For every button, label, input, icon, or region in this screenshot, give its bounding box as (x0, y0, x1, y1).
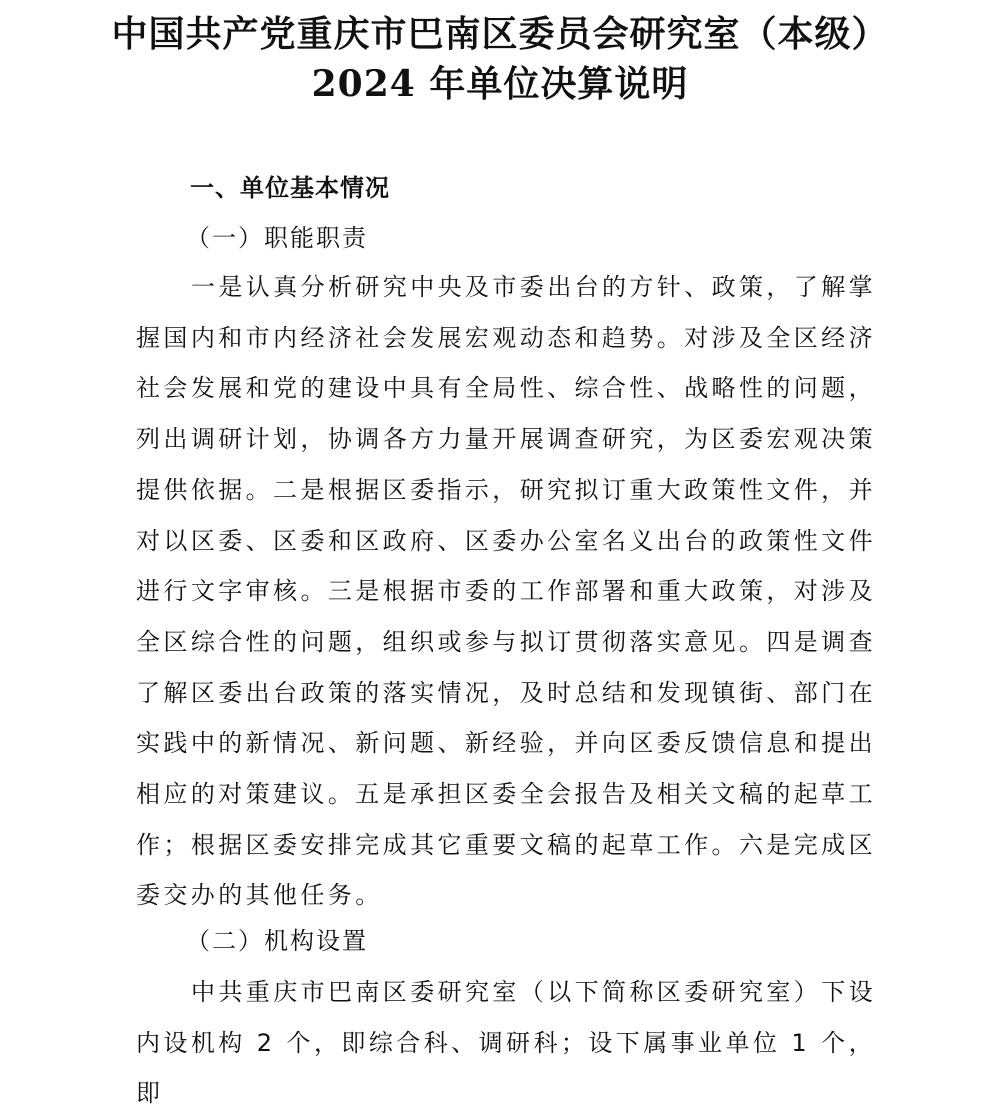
document-title-line-1: 中国共产党重庆市巴南区委员会研究室（本级） (111, 13, 889, 55)
subheading-organization: （二）机构设置 (186, 927, 368, 955)
subheading-functions: （一）职能职责 (186, 224, 368, 252)
section-heading-basic-info: 一、单位基本情况 (190, 174, 390, 202)
document-title-line-2: 2024 年单位决算说明 (311, 63, 689, 105)
paragraph-functions: 一是认真分析研究中央及市委出台的方针、政策，了解掌握国内和市内经济社会发展宏观动态和趋势。对涉及全区经济社会发展和党的建设中具有全局性、综合性、战略性的问题，列出调研计划，协调各方力量开展调查研究，为区委宏观决策提供依据。二是根据区委指示，研究拟订重大政策性文件，并对以区委、区委和区政府、区委办公室名义出台的政策性文件进行文字审核。三是根据市委的工作部署和重大政策，对涉及全区综合性的问题，组织或参与拟订贯彻落实意见。四是调查了解区委出台政策的落实情况，及时总结和发现镇街、部门在实践中的新情况、新问题、新经验，并向区委反馈信息和提出相应的对策建议。五是承担区委全会报告及相关文稿的起草工作；根据区委安排完成其它重要文稿的起草工作。六是完成区委交办的其他任务。 (136, 273, 876, 910)
paragraph-organization: 中共重庆市巴南区委研究室（以下简称区委研究室）下设内设机构 2 个，即综合科、调研科；设下属事业单位 1 个，即 (136, 978, 876, 1108)
